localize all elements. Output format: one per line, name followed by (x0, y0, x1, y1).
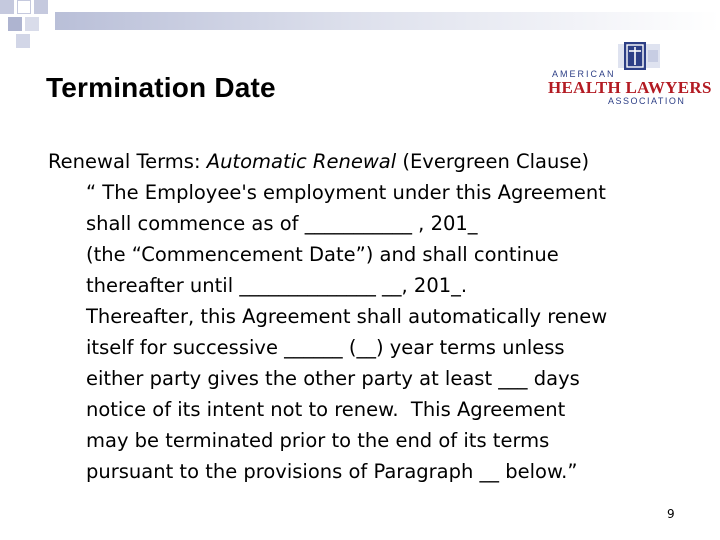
clause-line: thereafter until ______________ __, 201_. (86, 274, 468, 297)
clause-line: “ The Employee's employment under this Agreement (86, 181, 606, 204)
clause-line: may be terminated prior to the end of its terms (86, 429, 550, 452)
decor-square (34, 0, 48, 14)
renewal-prefix: Renewal Terms: (48, 150, 207, 173)
logo-line-american: AMERICAN (552, 69, 616, 79)
slide-body (48, 146, 688, 487)
decor-square (0, 0, 14, 14)
decor-square (17, 0, 31, 14)
decor-square (8, 17, 22, 31)
header-gradient-bar (55, 12, 720, 30)
logo-line-health-lawyers: HEALTH LAWYERS (548, 78, 712, 97)
logo-line-association: ASSOCIATION (608, 96, 686, 106)
clause-line: shall commence as of ___________ , 201_ (86, 212, 478, 235)
clause-line: itself for successive ______ (__) year terms unless (86, 336, 565, 359)
decor-square (25, 17, 39, 31)
renewal-terms-line (48, 146, 688, 177)
renewal-emphasis: Automatic Renewal (206, 150, 397, 173)
clause-line: (the “Commencement Date”) and shall continue (86, 243, 559, 266)
ahla-logo (548, 38, 712, 108)
clause-line: Thereafter, this Agreement shall automatically renew (86, 305, 608, 328)
clause-line: pursuant to the provisions of Paragraph __ below.” (86, 460, 578, 483)
seal-icon (618, 42, 660, 70)
slide-title: Termination Date (46, 72, 276, 103)
decor-square (16, 34, 30, 48)
page-number: 9 (667, 507, 675, 521)
clause-line: notice of its intent not to renew. This Agreement (86, 398, 566, 421)
renewal-suffix: (Evergreen Clause) (396, 150, 590, 173)
clause-line: either party gives the other party at least ___ days (86, 367, 580, 390)
